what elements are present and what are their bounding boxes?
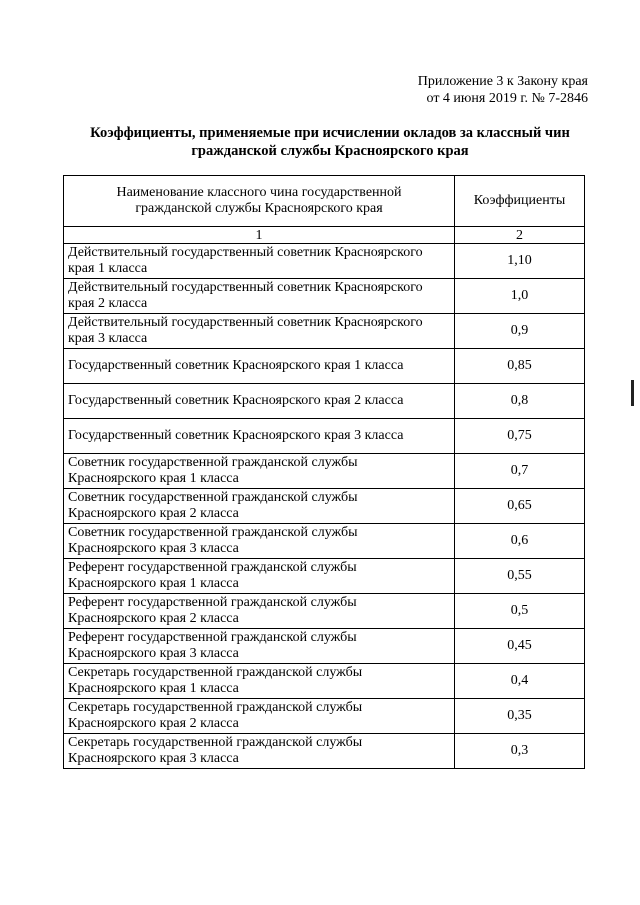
coefficient-value-cell: 0,3 [455, 734, 585, 769]
rank-name-line-1: Советник государственной гражданской службы [68, 490, 358, 505]
table-row [64, 559, 585, 594]
document-title [60, 124, 600, 160]
coefficient-value-cell: 0,6 [455, 524, 585, 559]
rank-name-line-2: Красноярского края 3 класса [68, 646, 239, 661]
rank-name-line-1: Секретарь государственной гражданской службы [68, 665, 363, 680]
column-number-row [64, 227, 585, 244]
coefficient-value-cell: 0,35 [455, 699, 585, 734]
rank-name-line-2: Красноярского края 2 класса [68, 716, 239, 731]
appendix-reference [418, 73, 588, 107]
rank-name-line-1: Советник государственной гражданской службы [68, 455, 358, 470]
rank-name-line-1: Референт государственной гражданской службы [68, 595, 357, 610]
coefficient-value-cell: 0,75 [455, 419, 585, 454]
table-row [64, 734, 585, 769]
coefficients-table [63, 175, 585, 769]
table-row [64, 384, 585, 419]
table-row [64, 419, 585, 454]
appendix-line-2: от 4 июня 2019 г. № 7-2846 [426, 91, 588, 106]
rank-name-line-1: Секретарь государственной гражданской службы [68, 700, 363, 715]
rank-name-line-2: края 1 класса [68, 261, 148, 276]
rank-name-line-1: Государственный советник Красноярского края 2 класса [68, 393, 404, 408]
rank-name-cell [64, 279, 455, 314]
rank-name-line-2: Красноярского края 1 класса [68, 576, 239, 591]
coefficient-value-cell: 0,85 [455, 349, 585, 384]
rank-name-line-2: Красноярского края 3 класса [68, 751, 239, 766]
header-coefficient: Коэффициенты [455, 176, 585, 227]
rank-name-cell [64, 734, 455, 769]
rank-name-line-2: Красноярского края 1 класса [68, 681, 239, 696]
table-row [64, 349, 585, 384]
rank-name-cell [64, 524, 455, 559]
header-rank-name [64, 176, 455, 227]
table-row [64, 244, 585, 279]
table-row [64, 664, 585, 699]
rank-name-cell [64, 699, 455, 734]
table-row [64, 629, 585, 664]
rank-name-line-2: края 2 класса [68, 296, 148, 311]
rank-name-cell [64, 594, 455, 629]
rank-name-line-2: Красноярского края 1 класса [68, 471, 239, 486]
rank-name-line-1: Советник государственной гражданской службы [68, 525, 358, 540]
title-line-2: гражданской службы Красноярского края [191, 143, 469, 159]
rank-name-line-1: Действительный государственный советник Красноярского [68, 315, 423, 330]
rank-name-line-1: Действительный государственный советник Красноярского [68, 280, 423, 295]
rank-name-cell [64, 489, 455, 524]
rank-name-cell [64, 559, 455, 594]
table-row [64, 524, 585, 559]
rank-name-line-2: края 3 класса [68, 331, 148, 346]
column-number-1: 1 [64, 227, 455, 244]
rank-name-line-1: Референт государственной гражданской службы [68, 630, 357, 645]
coefficient-value-cell: 1,0 [455, 279, 585, 314]
appendix-line-1: Приложение 3 к Закону края [417, 74, 588, 89]
rank-name-cell [64, 244, 455, 279]
rank-name-line-1: Секретарь государственной гражданской службы [68, 735, 363, 750]
coefficient-value-cell: 0,55 [455, 559, 585, 594]
coefficient-value-cell: 1,10 [455, 244, 585, 279]
coefficient-value-cell: 0,9 [455, 314, 585, 349]
coefficient-value-cell: 0,7 [455, 454, 585, 489]
rank-name-cell [64, 314, 455, 349]
table-row [64, 489, 585, 524]
coefficient-value-cell: 0,45 [455, 629, 585, 664]
rank-name-line-2: Красноярского края 2 класса [68, 506, 239, 521]
rank-name-cell [64, 454, 455, 489]
column-number-2: 2 [455, 227, 585, 244]
coefficient-value-cell: 0,65 [455, 489, 585, 524]
rank-name-cell [64, 384, 455, 419]
coefficient-value-cell: 0,5 [455, 594, 585, 629]
rank-name-line-1: Государственный советник Красноярского края 1 класса [68, 358, 404, 373]
rank-name-line-1: Государственный советник Красноярского края 3 класса [68, 428, 404, 443]
table-row [64, 279, 585, 314]
table-row [64, 314, 585, 349]
table-row [64, 699, 585, 734]
rank-name-line-2: Красноярского края 2 класса [68, 611, 239, 626]
rank-name-line-2: Красноярского края 3 класса [68, 541, 239, 556]
rank-name-cell [64, 349, 455, 384]
rank-name-line-1: Действительный государственный советник Красноярского [68, 245, 423, 260]
table-row [64, 454, 585, 489]
rank-name-cell [64, 664, 455, 699]
title-line-1: Коэффициенты, применяемые при исчислении окладов за классный чин [90, 125, 570, 141]
header-rank-name-line-1: Наименование классного чина государственной [116, 185, 402, 200]
rank-name-line-1: Референт государственной гражданской службы [68, 560, 357, 575]
rank-name-cell [64, 629, 455, 664]
table-header-row [64, 176, 585, 227]
coefficient-value-cell: 0,8 [455, 384, 585, 419]
coefficient-value-cell: 0,4 [455, 664, 585, 699]
table-row [64, 594, 585, 629]
scan-edge-mark [631, 380, 634, 406]
header-rank-name-line-2: гражданской службы Красноярского края [135, 201, 383, 216]
rank-name-cell [64, 419, 455, 454]
table-body [64, 244, 585, 769]
